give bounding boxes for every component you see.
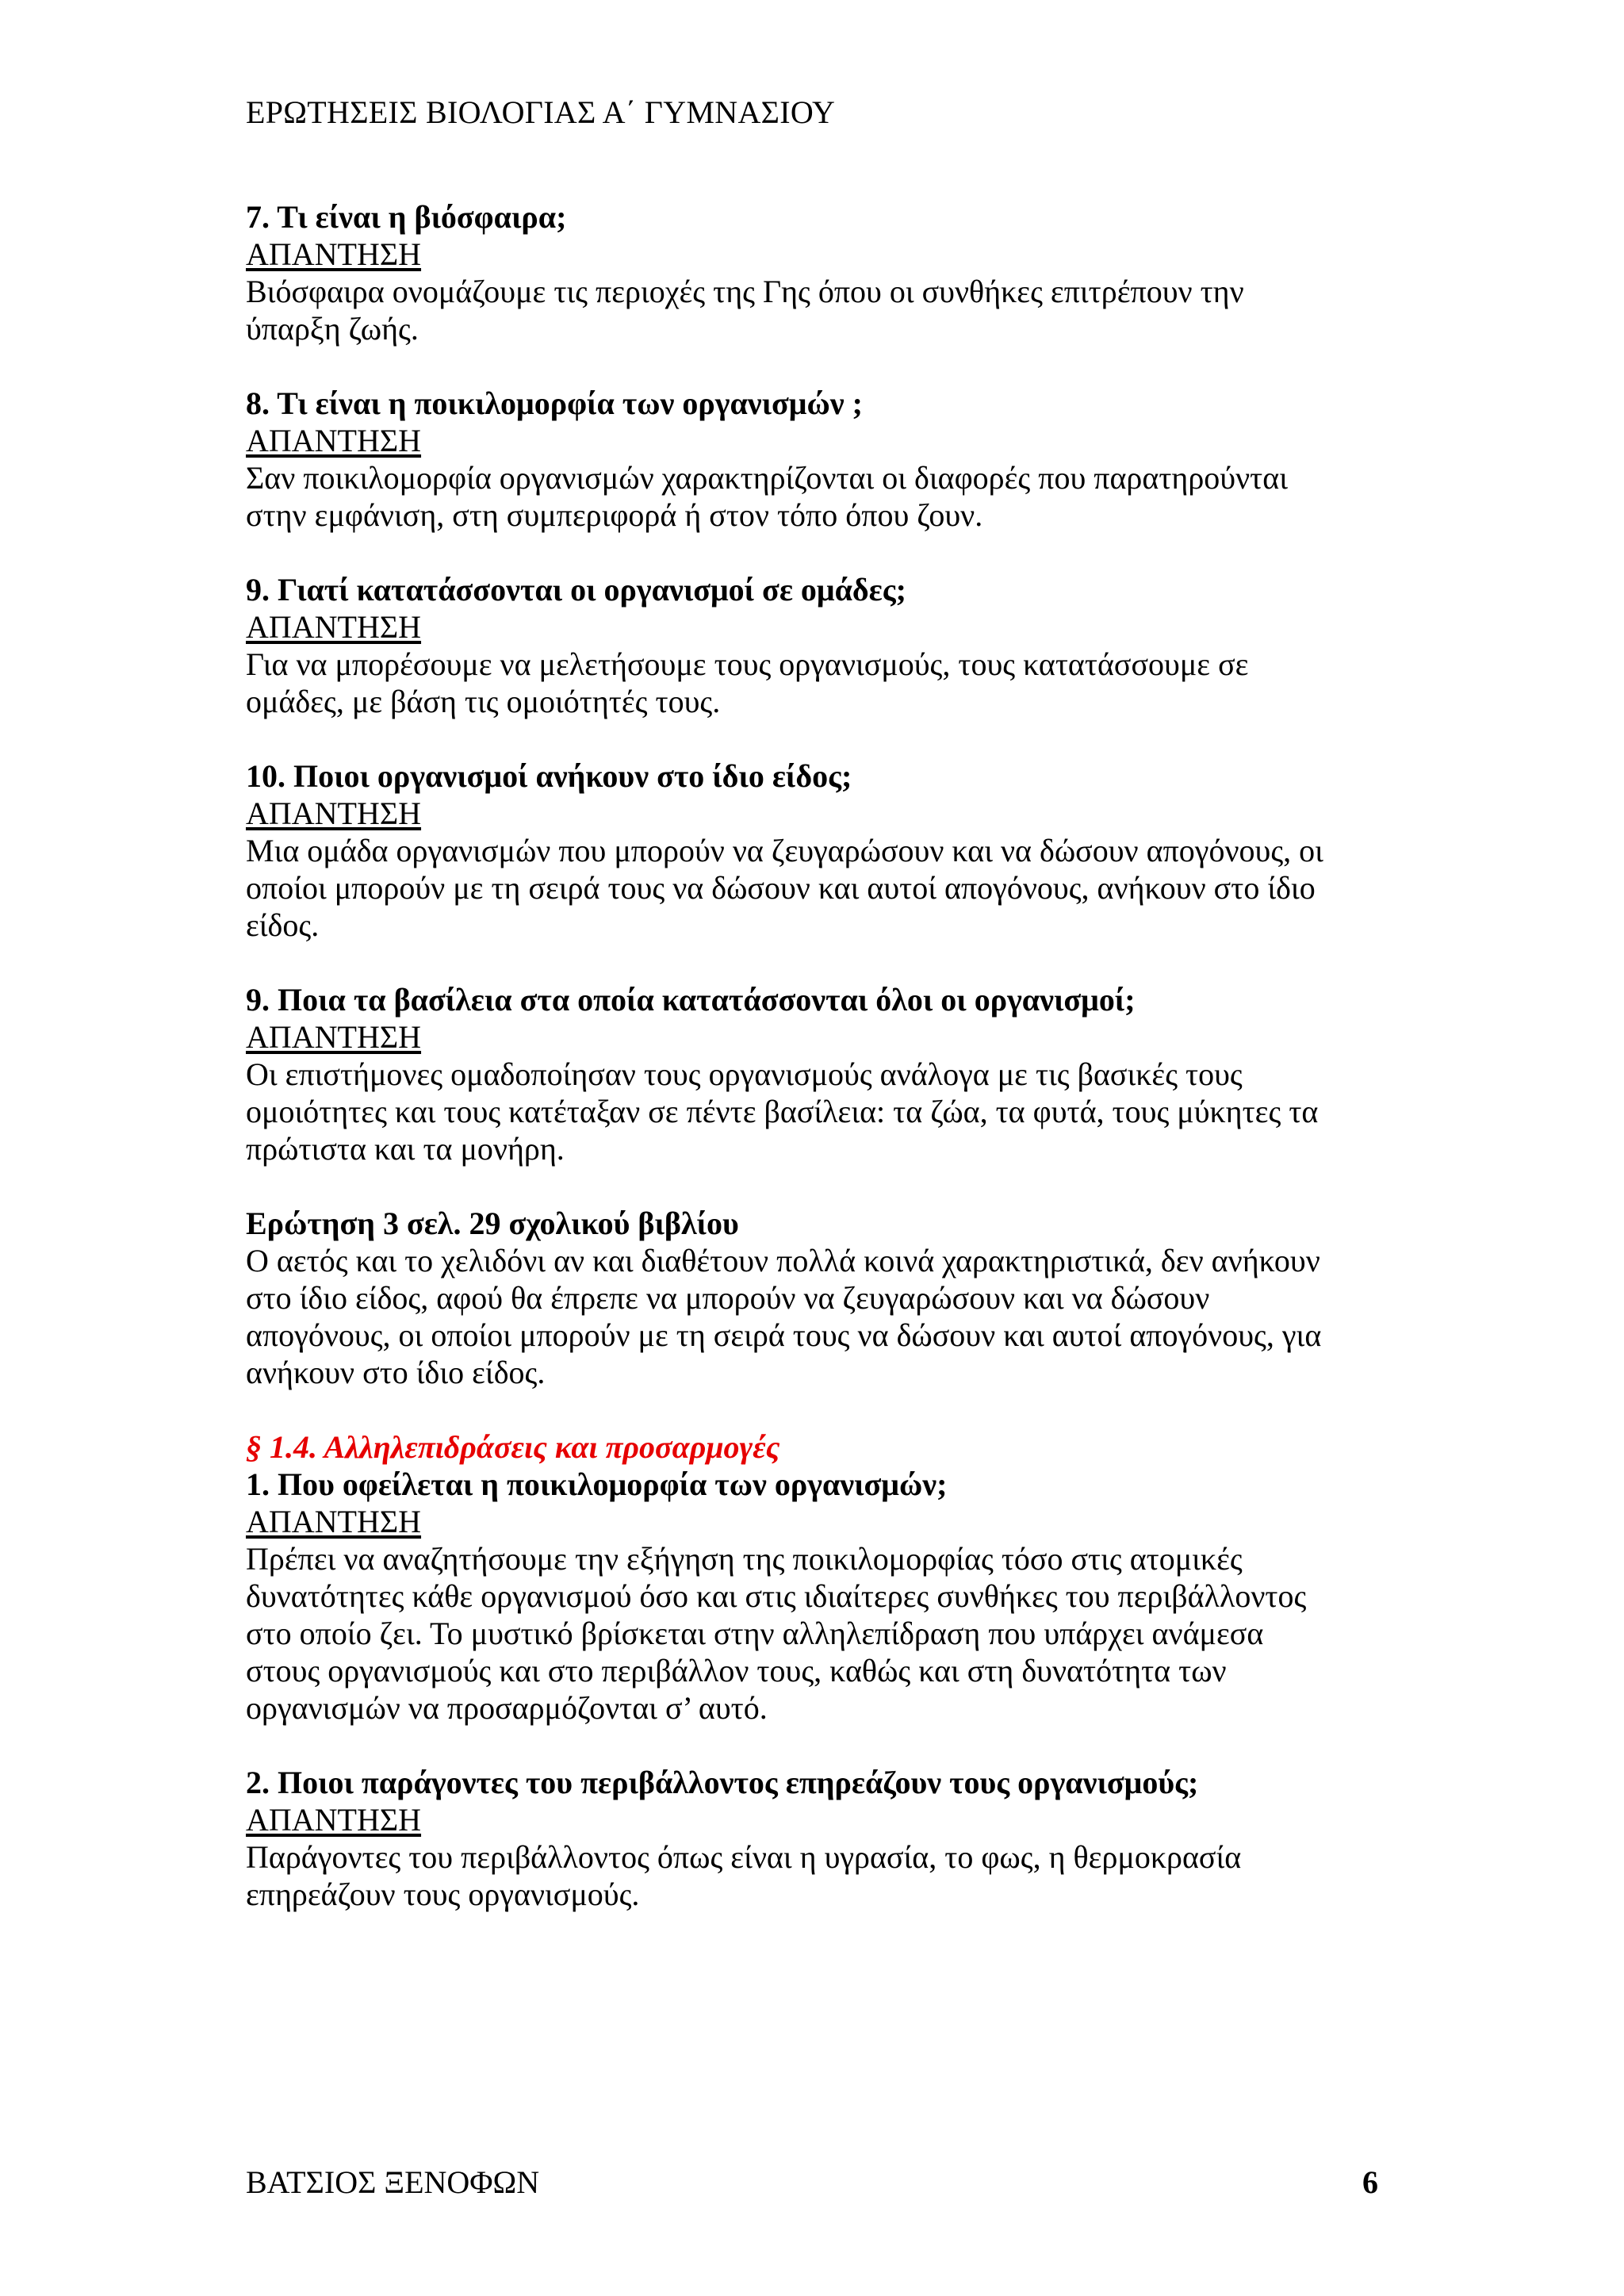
- question: 8. Τι είναι η ποικιλομορφία των οργανισμών ;: [246, 385, 863, 421]
- page-header: ΕΡΩΤΗΣΕΙΣ ΒΙΟΛΟΓΙΑΣ Α΄ ΓΥΜΝΑΣΙΟΥ: [246, 94, 836, 130]
- answer-label: ΑΠΑΝΤΗΣΗ: [246, 609, 422, 645]
- question: 1. Που οφείλεται η ποικιλομορφία των οργανισμών;: [246, 1466, 948, 1502]
- answer-label-line: [246, 608, 1388, 646]
- qa-block-5: [246, 981, 1388, 1167]
- qa-block-3: [246, 571, 1388, 720]
- answer-text: Πρέπει να αναζητήσουμε την εξήγηση της ποικιλομορφίας τόσο στις ατομικές δυνατότητες κάθε οργανισμού όσο και στις ιδιαίτερες συνθήκες του περιβάλλοντος στο οποίο ζει. Το μυστικό βρίσκεται στην αλληλεπίδραση που υπάρχει ανάμεσα στους οργανισμούς και στο περιβάλλον τους, καθώς και στη δυνατότητα των οργανισμών να προσαρμόζονται σ’ αυτό.: [246, 1541, 1307, 1726]
- answer-label-line: [246, 795, 1388, 832]
- document-body: [246, 198, 1388, 1913]
- footer-author: ΒΑΤΣΙΟΣ ΞΕΝΟΦΩΝ: [246, 2164, 540, 2200]
- answer-label: ΑΠΑΝΤΗΣΗ: [246, 1504, 422, 1539]
- qa-block-1: [246, 198, 1388, 347]
- section-title: § 1.4. Αλληλεπιδράσεις και προσαρμογές: [246, 1429, 780, 1465]
- question: 2. Ποιοι παράγοντες του περιβάλλοντος επηρεάζουν τους οργανισμούς;: [246, 1765, 1199, 1800]
- answer-text: Βιόσφαιρα ονομάζουμε τις περιοχές της Γης όπου οι συνθήκες επιτρέπουν την ύπαρξη ζωής.: [246, 274, 1244, 347]
- answer-label: ΑΠΑΝΤΗΣΗ: [246, 423, 422, 458]
- answer-label-line: [246, 1801, 1388, 1838]
- qa-block-4: [246, 757, 1388, 944]
- answer-label: ΑΠΑΝΤΗΣΗ: [246, 236, 422, 272]
- qa-block-2: [246, 385, 1388, 534]
- page-footer: [246, 2164, 1378, 2202]
- section-qa-block-2: [246, 1764, 1388, 1913]
- answer-label: ΑΠΑΝΤΗΣΗ: [246, 1019, 422, 1055]
- question: 10. Ποιοι οργανισμοί ανήκουν στο ίδιο είδος;: [246, 758, 852, 794]
- answer-label-line: [246, 422, 1388, 459]
- answer-text: Παράγοντες του περιβάλλοντος όπως είναι η υγρασία, το φως, η θερμοκρασία επηρεάζουν τους οργανισμούς.: [246, 1839, 1242, 1912]
- answer-label-line: [246, 1503, 1388, 1540]
- page-number: 6: [1362, 2164, 1378, 2200]
- answer-label-line: [246, 236, 1388, 273]
- question: 7. Τι είναι η βιόσφαιρα;: [246, 199, 567, 235]
- question: 9. Ποια τα βασίλεια στα οποία κατατάσσονται όλοι οι οργανισμοί;: [246, 982, 1136, 1018]
- question: Ερώτηση 3 σελ. 29 σχολικού βιβλίου: [246, 1205, 739, 1241]
- section-qa-block-1: [246, 1466, 1388, 1727]
- answer-text: Οι επιστήμονες ομαδοποίησαν τους οργανισμούς ανάλογα με τις βασικές τους ομοιότητες και τους κατέταξαν σε πέντε βασίλεια: τα ζώα, τα φυτά, τους μύκητες τα πρώτιστα και τα μονήρη.: [246, 1056, 1319, 1167]
- qa-block-6: [246, 1205, 1388, 1391]
- answer-text: Μια ομάδα οργανισμών που μπορούν να ζευγαρώσουν και να δώσουν απογόνους, οι οποίοι μπορούν με τη σειρά τους να δώσουν και αυτοί απογόνους, ανήκουν στο ίδιο είδος.: [246, 833, 1323, 943]
- answer-label-line: [246, 1018, 1388, 1056]
- question: 9. Γιατί κατατάσσονται οι οργανισμοί σε ομάδες;: [246, 572, 906, 608]
- answer-text: Για να μπορέσουμε να μελετήσουμε τους οργανισμούς, τους κατατάσσουμε σε ομάδες, με βάση τις ομοιότητές τους.: [246, 646, 1249, 719]
- answer-text: Ο αετός και το χελιδόνι αν και διαθέτουν πολλά κοινά χαρακτηριστικά, δεν ανήκουν στο ίδιο είδος, αφού θα έπρεπε να μπορούν να ζευγαρώσουν και να δώσουν απογόνους, οι οποίοι μπορούν με τη σειρά τους να δώσουν και αυτοί απογόνους, για ανήκουν στο ίδιο είδος.: [246, 1243, 1322, 1390]
- answer-label: ΑΠΑΝΤΗΣΗ: [246, 795, 422, 831]
- answer-text: Σαν ποικιλομορφία οργανισμών χαρακτηρίζονται οι διαφορές που παρατηρούνται στην εμφάνιση, στη συμπεριφορά ή στον τόπο όπου ζουν.: [246, 460, 1288, 533]
- answer-label: ΑΠΑΝΤΗΣΗ: [246, 1802, 422, 1838]
